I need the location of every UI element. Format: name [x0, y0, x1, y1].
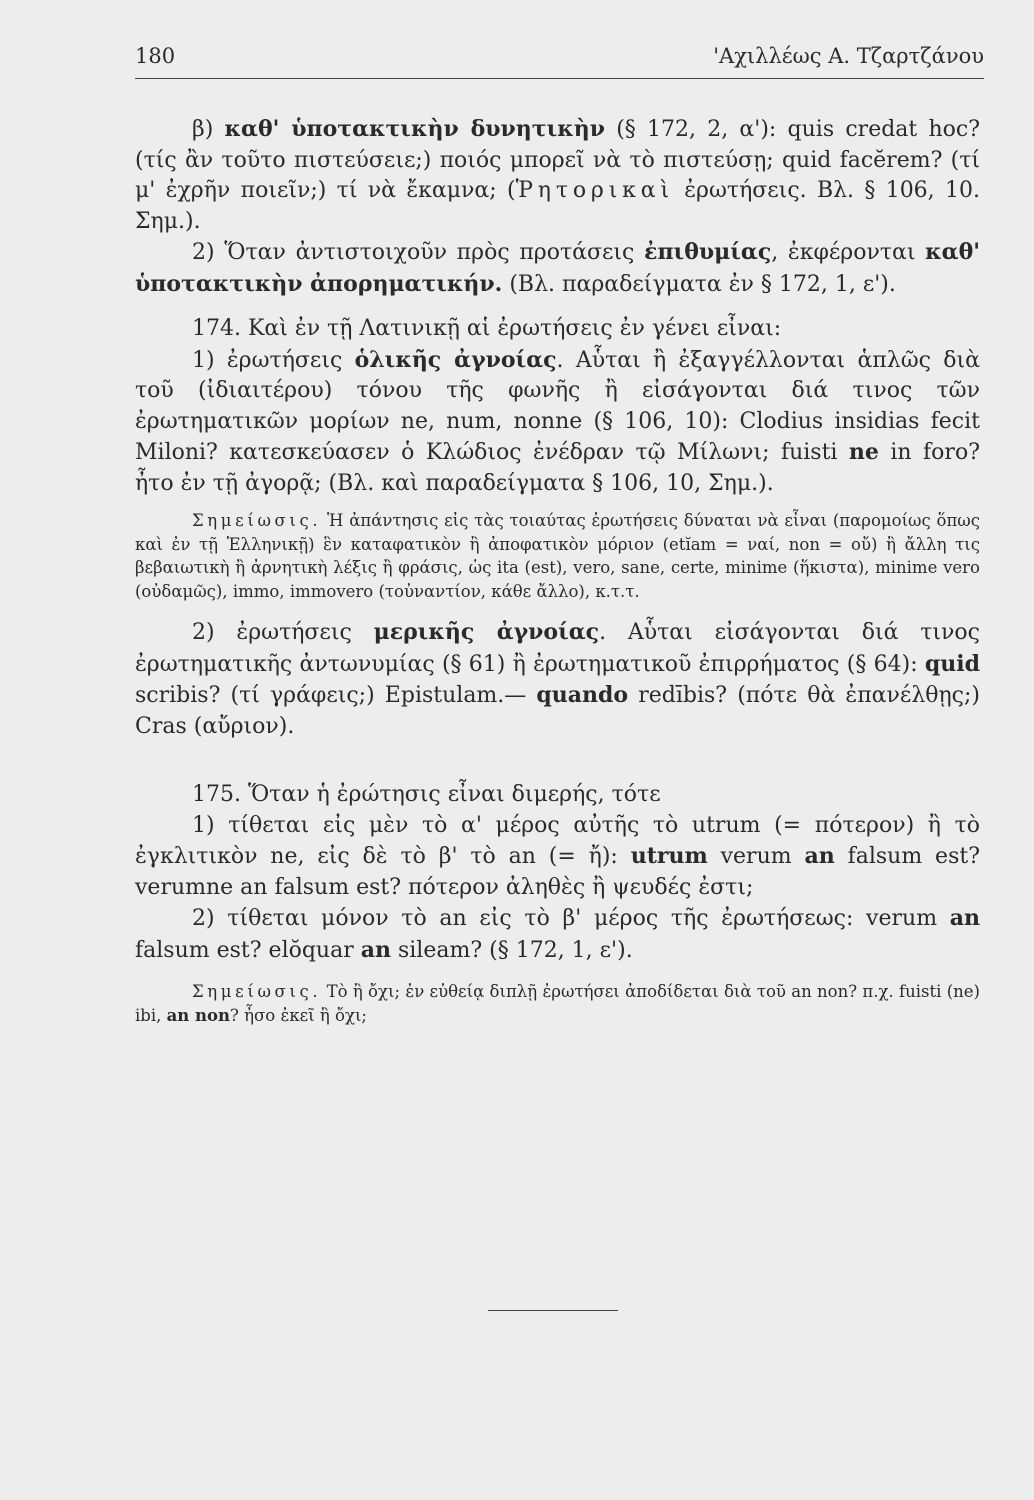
- note-1: Σημείωσις. Ἡ ἀπάντησις εἰς τὰς τοιαύτας ἐρωτήσεις δύναται νὰ εἶναι (παρομοίως ὅπως καὶ ἐν τῇ Ἑλληνικῇ) ἓν καταφατικὸν ἢ ἀποφατικὸν μόριον (etĭam = ναί, non = οὔ) ἢ ἄλλη τις βεβαιωτικὴ ἢ ἀρνητικὴ λέξις ἢ φράσις, ὡς ita (est), vero, sane, certe, minime (ἥκιστα), minime vero (οὐδαμῶς), immo, immovero (τοὐναντίον, κάθε ἄλλο), κ.τ.τ.: [135, 511, 980, 601]
- page-body: [135, 114, 980, 1028]
- paragraph-174-2: 2) ἐρωτήσεις μερικῆς ἀγνοίας. Αὗται εἰσάγονται διά τινος ἐρωτηματικῆς ἀντωνυμίας (§ 61) ἢ ἐρωτηματικοῦ ἐπιρρήματος (§ 64): quid scribis? (τί γράφεις;) Epistulam.— quando redībis? (πότε θὰ ἐπανέλθῃς;) Cras (αὔριον).: [135, 619, 981, 739]
- page-number: 180: [135, 44, 176, 68]
- paragraph-175-2: 2) τίθεται μόνον τὸ an εἰς τὸ β' μέρος τῆς ἐρωτήσεως: verum an falsum est? elŏquar an sileam? (§ 172, 1, ε').: [135, 905, 980, 963]
- section-175-heading: 175. Ὅταν ἡ ἐρώτησις εἶναι διμερής, τότε: [192, 782, 661, 808]
- term-subjunctive-potential: καθ' ὑποτακτικὴν δυνητικὴν: [224, 116, 605, 142]
- section-separator: [488, 1310, 618, 1311]
- section-174-heading: 174. Καὶ ἐν τῇ Λατινικῇ αἱ ἐρωτήσεις ἐν γένει εἶναι:: [192, 316, 782, 341]
- note-2: Σημείωσις. Τὸ ἢ ὄχι; ἐν εὐθείᾳ διπλῇ ἐρωτήσει ἀποδίδεται διὰ τοῦ an non? π.χ. fuisti (ne) ibi, an non? ἦσο ἐκεῖ ἢ ὄχι;: [135, 982, 980, 1025]
- note-label: Σημείωσις.: [192, 511, 322, 530]
- running-title: 'Αχιλλέως Α. Τζαρτζάνου: [713, 44, 984, 68]
- page-header: [135, 38, 984, 78]
- paragraph-beta: β) καθ' ὑποτακτικὴν δυνητικὴν (§ 172, 2, α'): quis credat hoc? (τίς ἂν τοῦτο πιστεύσειε;) ποιός μπορεῖ νὰ τὸ πιστεύσῃ; quid facĕrem? (τί μ' ἐχρῆν ποιεῖν;) τί νὰ ἔκαμνα; (Ῥητορικαὶ ἐρωτήσεις. Βλ. § 106, 10. Σημ.).: [135, 116, 981, 234]
- spaced-term: Ῥητορικαὶ: [515, 178, 674, 203]
- paragraph-175-1: 1) τίθεται εἰς μὲν τὸ α' μέρος αὐτῆς τὸ utrum (= πότερον) ἢ τὸ ἐγκλιτικὸν ne, εἰς δὲ τὸ β' τὸ an (= ἤ): utrum verum an falsum est? verumne an falsum est? πότερον ἀληθὲς ἢ ψευδές ἐστι;: [135, 812, 981, 900]
- note-label: Σημείωσις.: [192, 982, 322, 1002]
- header-rule: [135, 78, 984, 79]
- paragraph-2: 2) Ὅταν ἀντιστοιχοῦν πρὸς προτάσεις ἐπιθυμίας, ἐκφέρονται καθ' ὑποτακτικὴν ἀπορηματικήν. (Βλ. παραδείγματα ἐν § 172, 1, ε').: [135, 239, 980, 297]
- paragraph-174-1: 1) ἐρωτήσεις ὁλικῆς ἀγνοίας. Αὗται ἢ ἐξαγγέλλονται ἁπλῶς διὰ τοῦ (ἰδιαιτέρου) τόνου τῆς φωνῆς ἢ εἰσάγονται διά τινος τῶν ἐρωτηματικῶν μορίων ne, num, nonne (§ 106, 10): Clodius insidias fecit Miloni? κατεσκεύασεν ὁ Κλώδιος ἐνέδραν τῷ Μίλωνι; fuisti ne in foro? ἦτο ἐν τῇ ἀγορᾷ; (Βλ. καὶ παραδείγματα § 106, 10, Σημ.).: [135, 346, 980, 496]
